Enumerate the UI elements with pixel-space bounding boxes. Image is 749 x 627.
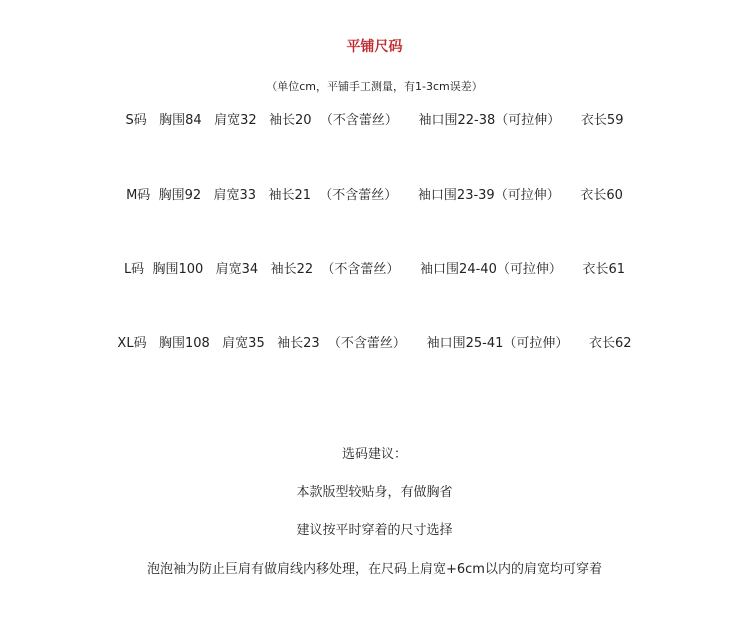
- size-row-s: S码 胸围84 肩宽32 袖长20 （不含蕾丝） 袖口围22-38（可拉伸） 衣长59: [125, 113, 624, 128]
- measurement-note: （单位cm，平铺手工测量，有1-3cm误差）: [266, 80, 483, 93]
- size-row-xl: XL码 胸围108 肩宽35 袖长23 （不含蕾丝） 袖口围25-41（可拉伸） 衣长62: [117, 336, 632, 351]
- page-title: 平铺尺码: [346, 39, 403, 55]
- advice-line-shoulder: 泡泡袖为防止巨肩有做肩线内移处理，在尺码上肩宽+6cm以内的肩宽均可穿着: [147, 562, 602, 577]
- size-row-l: L码 胸围100 肩宽34 袖长22 （不含蕾丝） 袖口围24-40（可拉伸） 衣长61: [123, 262, 626, 277]
- advice-heading: 选码建议：: [341, 447, 407, 462]
- advice-line-fit: 本款版型较贴身，有做胸省: [296, 485, 453, 500]
- advice-line-choose: 建议按平时穿着的尺寸选择: [296, 523, 453, 538]
- size-row-m: M码 胸围92 肩宽33 袖长21 （不含蕾丝） 袖口围23-39（可拉伸） 衣长60: [126, 188, 623, 203]
